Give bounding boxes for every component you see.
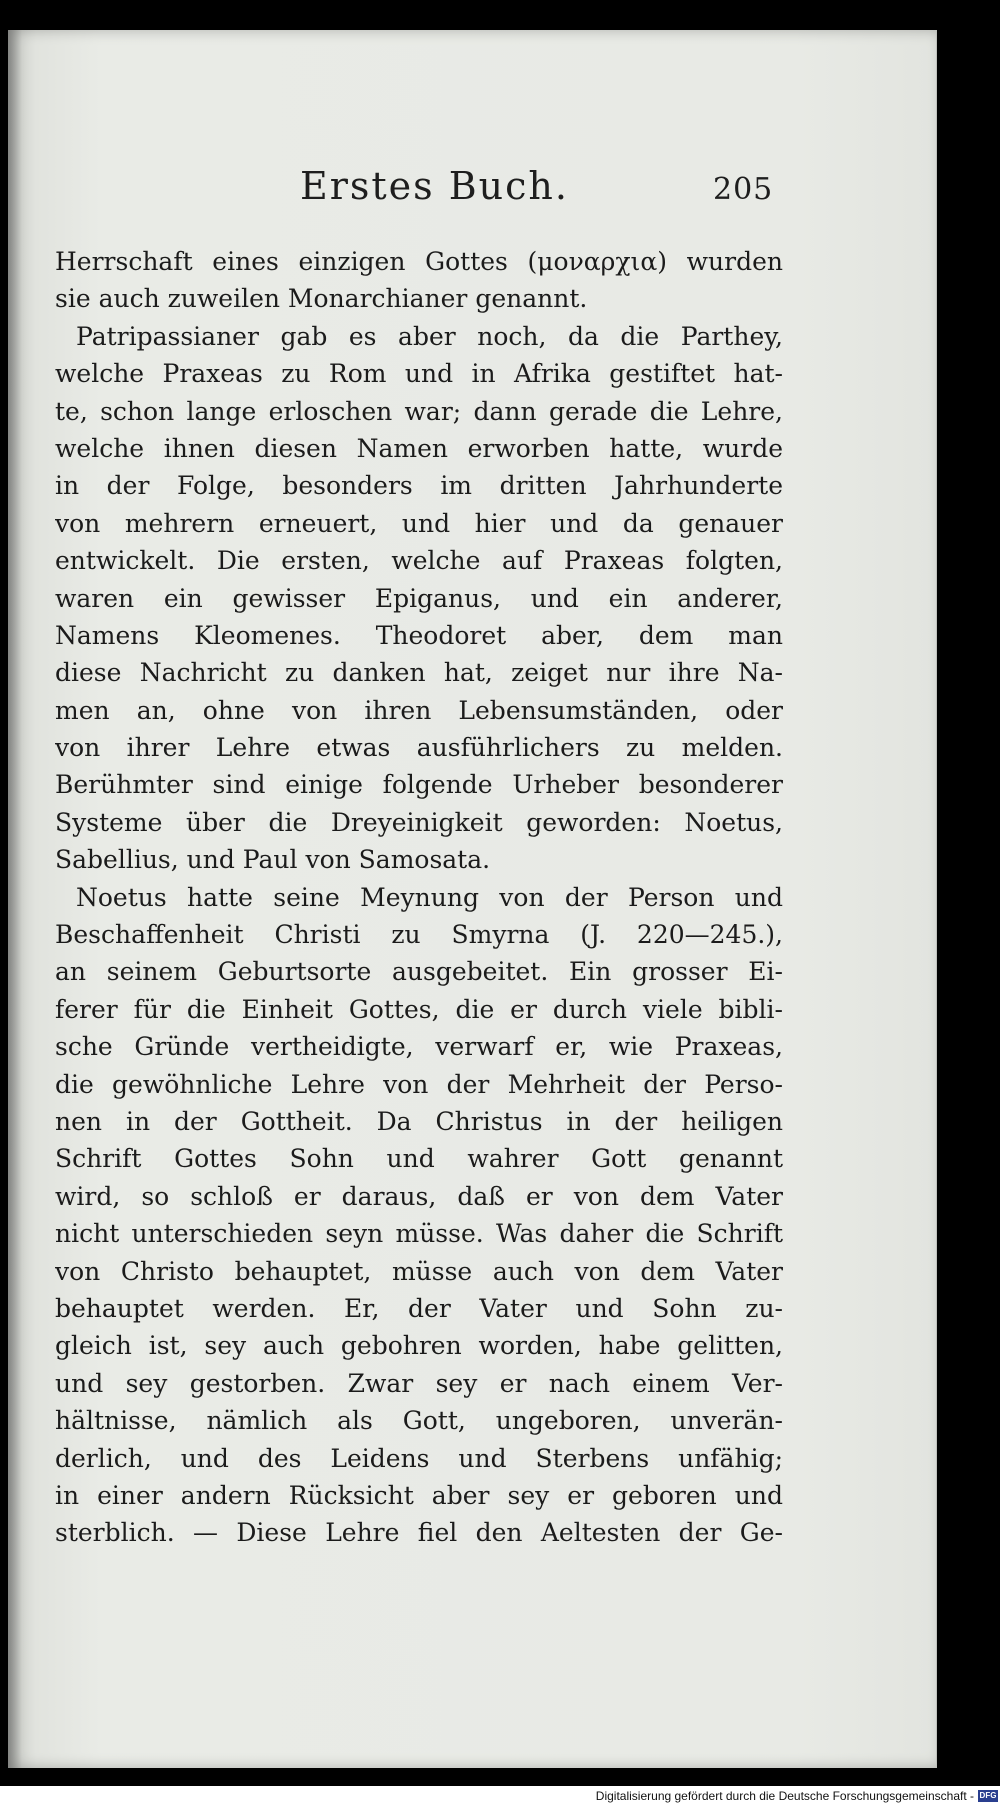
text-line: und sey gestorben. Zwar sey er nach einem Ver- bbox=[55, 1368, 783, 1398]
text-line: Namens Kleomenes. Theodoret aber, dem man bbox=[55, 620, 783, 650]
text-line: nen in der Gottheit. Da Christus in der heiligen bbox=[55, 1106, 783, 1136]
text-line: an seinem Geburtsorte ausgebeitet. Ein grosser Ei- bbox=[55, 957, 783, 987]
text-line: Berühmter sind einige folgende Urheber besonderer bbox=[55, 770, 783, 800]
text-line: Systeme über die Dreyeinigkeit geworden: Noetus, bbox=[55, 807, 783, 837]
body-text bbox=[55, 243, 783, 1552]
text-line: Patripassianer gab es aber noch, da die Parthey, bbox=[76, 321, 783, 351]
text-line: von mehrern erneuert, und hier und da genauer bbox=[55, 508, 783, 538]
text-line: welche Praxeas zu Rom und in Afrika gestiftet hat- bbox=[55, 359, 783, 389]
text-line: entwickelt. Die ersten, welche auf Praxeas folgten, bbox=[55, 546, 783, 576]
page-number: 205 bbox=[713, 172, 774, 207]
text-line: Schrift Gottes Sohn und wahrer Gott genannt bbox=[55, 1144, 783, 1174]
text-line: in der Folge, besonders im dritten Jahrhunderte bbox=[55, 471, 783, 501]
text-line: behauptet werden. Er, der Vater und Sohn zu- bbox=[55, 1293, 783, 1323]
text-line: Herrschaft eines einzigen Gottes (μοναρχια) wurden bbox=[55, 247, 783, 276]
text-line: hältnisse, nämlich als Gott, ungeboren, unverän- bbox=[55, 1406, 783, 1436]
text-line: men an, ohne von ihren Lebensumständen, oder bbox=[55, 695, 783, 725]
dfg-logo: DFG bbox=[979, 1791, 997, 1800]
text-line: in einer andern Rücksicht aber sey er geboren und bbox=[55, 1480, 783, 1510]
text-line: sche Gründe vertheidigte, verwarf er, wie Praxeas, bbox=[55, 1032, 783, 1062]
running-head bbox=[8, 150, 936, 220]
text-line: gleich ist, sey auch gebohren worden, habe gelitten, bbox=[55, 1331, 783, 1361]
text-line: wird, so schloß er daraus, daß er von dem Vater bbox=[55, 1181, 783, 1211]
text-line: von Christo behauptet, müsse auch von dem Vater bbox=[55, 1256, 783, 1286]
page-gutter-shadow bbox=[8, 30, 22, 1768]
text-line: Sabellius, und Paul von Samosata. bbox=[55, 845, 491, 875]
text-line: von ihrer Lehre etwas ausführlichers zu melden. bbox=[55, 733, 783, 763]
text-line: te, schon lange erloschen war; dann gerade die Lehre, bbox=[55, 396, 783, 426]
text-line: derlich, und des Leidens und Sterbens unfähig; bbox=[55, 1443, 783, 1473]
text-line: nicht unterschieden seyn müsse. Was daher die Schrift bbox=[55, 1219, 783, 1249]
text-line: waren ein gewisser Epiganus, und ein anderer, bbox=[55, 583, 783, 613]
text-line: ferer für die Einheit Gottes, die er durch viele bibli- bbox=[55, 994, 783, 1024]
text-line: diese Nachricht zu danken hat, zeiget nur ihre Na- bbox=[55, 658, 783, 688]
text-line: Beschaffenheit Christi zu Smyrna (J. 220—245.), bbox=[55, 920, 783, 950]
digitization-note: Digitalisierung gefördert durch die Deutsche Forschungsgemeinschaft - bbox=[595, 1789, 974, 1803]
text-line: welche ihnen diesen Namen erworben hatte, wurde bbox=[55, 433, 783, 463]
text-line: die gewöhnliche Lehre von der Mehrheit der Perso- bbox=[55, 1069, 783, 1099]
running-title: Erstes Buch. bbox=[300, 164, 569, 208]
text-line: sterblich. — Diese Lehre fiel den Aeltesten der Ge- bbox=[55, 1518, 783, 1548]
text-line: Noetus hatte seine Meynung von der Person und bbox=[76, 882, 783, 912]
book-page bbox=[8, 30, 937, 1768]
digitization-footer bbox=[0, 1786, 1000, 1806]
text-line: sie auch zuweilen Monarchianer genannt. bbox=[55, 284, 588, 314]
